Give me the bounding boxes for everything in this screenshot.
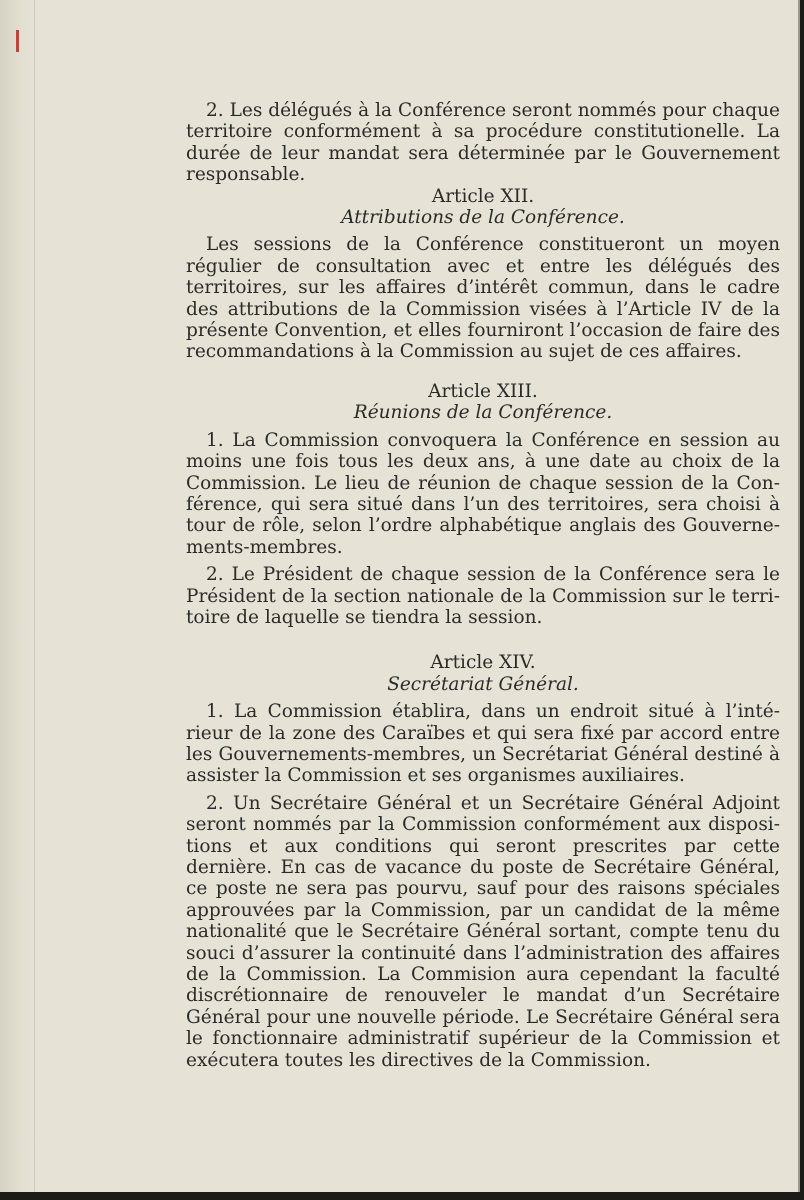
article-xiv-heading: Article XIV. <box>430 652 536 674</box>
paragraph-delegates-appointment: 2. Les délégués à la Conférence seront nommés pour chaque territoire conformément à sa procédure constitutionelle. La durée de leur mandat sera déterminée par le Gouvernement responsable. <box>186 100 780 186</box>
article-xiv-subtitle: Secrétariat Général. <box>387 673 579 695</box>
article-xii-paragraph: Les sessions de la Conférence constitueront un moyen régulier de consultation avec et entre les délégués des territoires, sur les affaires d’intérêt commun, dans le cadre des attributions de la Commission visées à l’Article IV de la présente Convention, et elles fourniront l’occasion de faire des recommandations à la Commission au sujet de ces affaires. <box>186 234 780 363</box>
article-xiii-heading: Article XIII. <box>428 380 538 402</box>
page-spine <box>0 0 34 1192</box>
gutter-line <box>34 0 35 1192</box>
article-xii-heading: Article XII. <box>431 185 535 207</box>
article-xiii-paragraph-1: 1. La Commission convoquera la Conférence en session au moins une fois tous les deux ans, à une date au choix de la Commission. Le lieu de réunion de chaque session de la Conférence, qui sera situé dans l’un des territoires, sera choisi à tour de rôle, selon l’ordre alphabétique anglais des Gouvernements-membres. <box>186 429 780 558</box>
article-xiv-paragraph-1: 1. La Commission établira, dans un endroit situé à l’intérieur de la zone des Caraïbes et qui sera fixé par accord entre les Gouvernements-membres, un Secrétariat Général destiné à assister la Commission et ses organismes auxiliaires. <box>186 701 780 787</box>
page-body <box>186 100 780 1071</box>
article-xiv-paragraph-2: 2. Un Secrétaire Général et un Secrétaire Général Adjoint seront nommés par la Commission conformément aux dispositions et aux conditions qui seront prescrites par cette dernière. En cas de vacance du poste de Secrétaire Général, ce poste ne sera pas pourvu, sauf pour des raisons spéciales approuvées par la Commission, par un candidat de la même nationalité que le Secrétaire Général sortant, compte tenu du souci d’assurer la continuité dans l’administration des affaires de la Commission. La Commision aura cependant la faculté discrétionnaire de renouveler le mandat d’un Secrétaire Général pour une nouvelle période. Le Secrétaire Général sera le fonctionnaire administratif supérieur de la Commission et exécutera toutes les directives de la Commission. <box>186 792 780 1071</box>
binding-mark <box>16 30 19 52</box>
article-xiii-subtitle: Réunions de la Conférence. <box>353 402 613 424</box>
article-xii-subtitle: Attributions de la Conférence. <box>341 207 625 229</box>
article-xiii-paragraph-2: 2. Le Président de chaque session de la Conférence sera le Président de la section nationale de la Commission sur le territoire de laquelle se tiendra la session. <box>186 564 780 628</box>
